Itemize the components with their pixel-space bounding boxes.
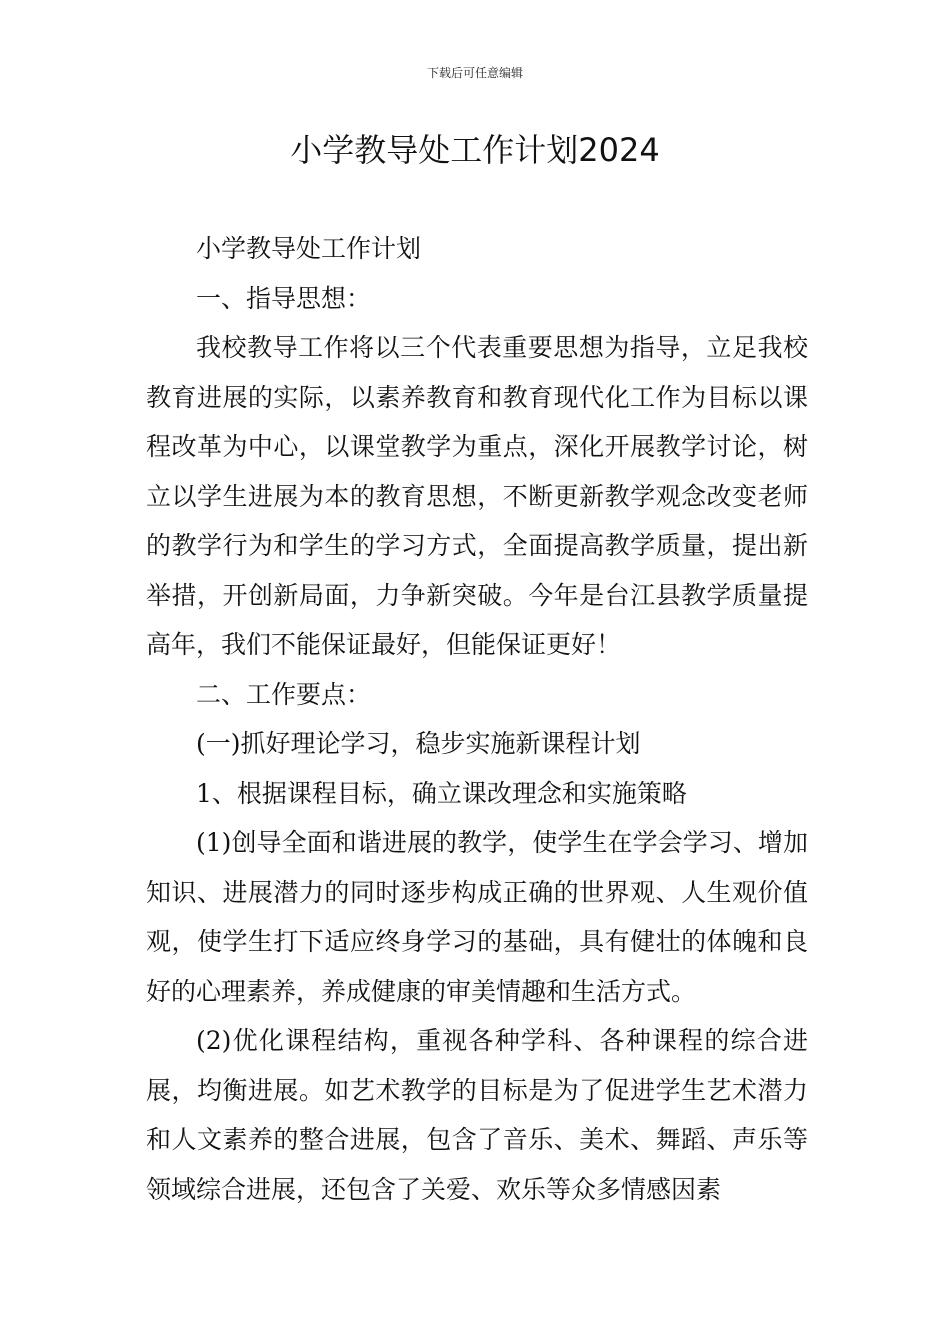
- header-note: 下载后可任意编辑: [426, 66, 523, 80]
- document-body: [146, 224, 808, 1214]
- paragraph-subheading-theory-study: (一)抓好理论学习，稳步实施新课程计划: [196, 729, 641, 758]
- paragraph-item-1-1: (1)创导全面和谐进展的教学，使学生在学会学习、增加知识、进展潜力的同时逐步构成正确的世界观、人生观价值观，使学生打下适应终身学习的基础，具有健壮的体魄和良好的心理素养，养成健康的审美情趣和生活方式。: [146, 828, 808, 1006]
- paragraph-heading-guiding-thought: 一、指导思想：: [196, 283, 372, 313]
- paragraph-heading-work-points: 二、工作要点：: [196, 679, 372, 709]
- paragraph-guiding-thought-body: 我校教导工作将以三个代表重要思想为指导，立足我校教育进展的实际，以素养教育和教育现代化工作为目标以课程改革为中心，以课堂教学为重点，深化开展教学讨论，树立以学生进展为本的教育思想，不断更新教学观念改变老师的教学行为和学生的学习方式，全面提高教学质量，提出新举措，开创新局面，力争新突破。今年是台江县教学质量提高年，我们不能保证最好，但能保证更好！: [146, 333, 808, 659]
- paragraph-item-1-2: (2)优化课程结构，重视各种学科、各种课程的综合进展，均衡进展。如艺术教学的目标是为了促进学生艺术潜力和人文素养的整合进展，包含了音乐、美术、舞蹈、声乐等领域综合进展，还包含了关爱、欢乐等众多情感因素: [146, 1026, 808, 1204]
- document-title: 小学教导处工作计划2024: [290, 131, 660, 169]
- paragraph-subtitle: 小学教导处工作计划: [196, 234, 422, 263]
- paragraph-item-1: 1、根据课程目标，确立课改理念和实施策略: [196, 778, 687, 808]
